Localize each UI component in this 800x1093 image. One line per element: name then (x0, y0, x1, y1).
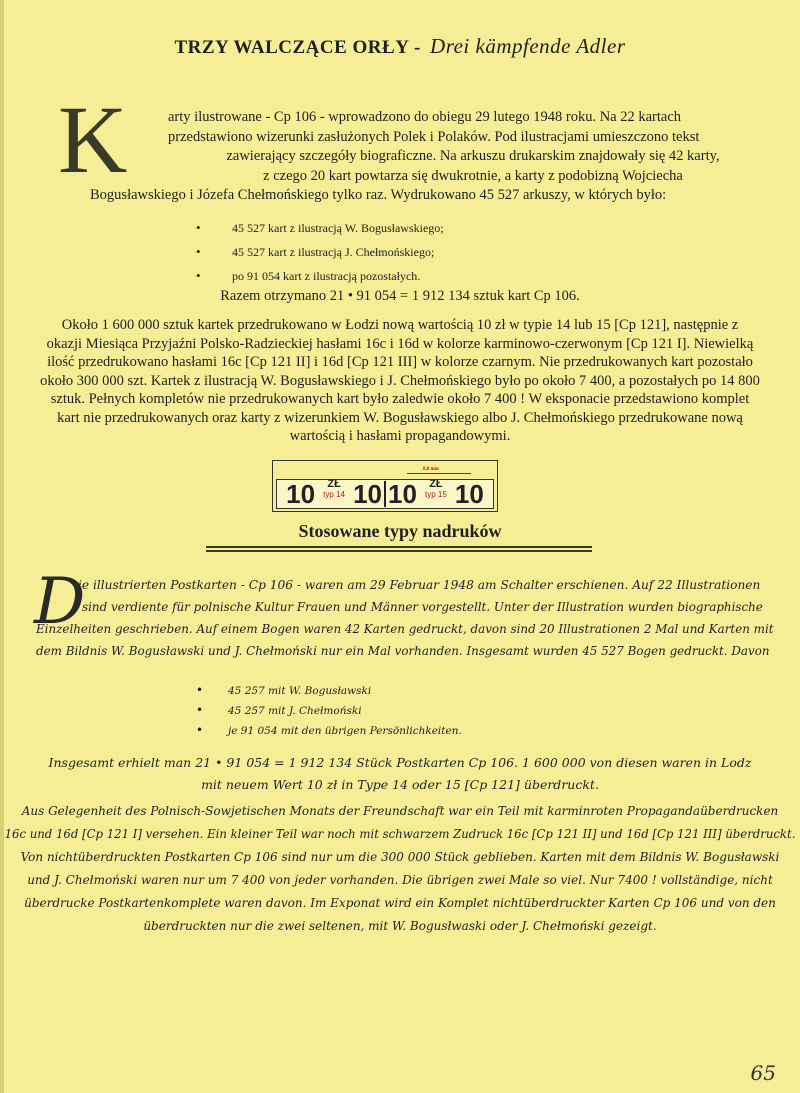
german-para-line: überdruckten nur die zwei seltenen, mit W. Bogusłwaski oder J. Chełmoński gezeigt. (143, 919, 657, 933)
page-title (0, 34, 800, 59)
polish-para-line: ilość przedrukowano hasłami 16c [Cp 121 II] i 16d [Cp 121 III] w kolorze czarnym. Nie przedrukowanych kart pozostało (47, 354, 753, 370)
zl-label: ZŁ (327, 478, 341, 490)
polish-paragraph (0, 316, 800, 446)
german-para-line: überdrucke Postkartenkomplete waren davon. Im Exponat wird ein Komplet nichtüberdruckter Karten Cp 106 und von den (24, 896, 776, 910)
german-sum (0, 752, 800, 796)
measure-label: 8,8 mm (423, 467, 439, 472)
german-para-line: und J. Chełmoński waren nur um 7 400 von jeder vorhanden. Die übrigen zwei Male so viel. Nur 7400 ! vollständige, nicht (27, 873, 773, 887)
polish-para-line: Około 1 600 000 sztuk kartek przedrukowano w Łodzi nową wartością 10 zł w typie 14 lub 15 [Cp 121], następnie z (61, 317, 739, 333)
list-item: • 45 527 kart z ilustracją J. Chełmońskiego; (196, 240, 444, 264)
value-right: 10 (454, 478, 484, 509)
measure-line (407, 473, 471, 474)
bullet-icon: • (196, 244, 201, 259)
german-paragraph (0, 800, 800, 938)
overprint-types (276, 479, 494, 509)
list-item: • 45 527 kart z ilustracją W. Bogusławskiego; (196, 216, 444, 240)
german-intro (36, 574, 776, 662)
typ-label: typ 14 (323, 490, 345, 499)
polish-intro-line: arty ilustrowane - Cp 106 - wprowadzono do obiegu 29 lutego 1948 roku. Na 22 kartach (168, 109, 682, 125)
value-mid-right: 10 (388, 478, 417, 509)
bullet-icon: • (196, 683, 204, 697)
list-item: • 45 257 mit J. Chełmoński (196, 700, 462, 720)
zl-label: ZŁ (429, 478, 443, 490)
list-item: • je 91 054 mit den übrigen Persönlichkeiten. (196, 720, 462, 740)
german-para-line: Aus Gelegenheit des Polnisch-Sowjetischen Monats der Freundschaft war ein Teil mit karminroten Propagandaüberdrucken (21, 804, 779, 818)
polish-intro-line: zawierający szczegóły biograficzne. Na arkuszu drukarskim znajdowały się 42 karty, (226, 148, 720, 164)
bullet-icon: • (196, 703, 204, 717)
title-polish: TRZY WALCZĄCE ORŁY - (174, 37, 421, 58)
polish-intro (58, 108, 758, 206)
page-number: 65 (750, 1061, 776, 1085)
divider-rule (206, 546, 592, 548)
overprint-sample (272, 460, 498, 512)
german-drop-cap: D (34, 565, 86, 639)
polish-para-line: około 300 000 szt. Kartek z ilustracją W. Bogusławskiego i J. Chełmońskiego było po około 7 400, a pozostałych po 14 800 (40, 372, 760, 389)
polish-para-line: kart nie przedrukowanych oraz karty z wizerunkiem W. Bogusławskiego albo J. Chełmońskiego przedrukowane nową (57, 409, 743, 426)
german-para-line: Von nichtüberdruckten Postkarten Cp 106 sind nur um die 300 000 Stück geblieben. Karten mit dem Bildnis W. Bogusławski (20, 850, 780, 864)
divider (384, 481, 386, 507)
title-german: Drei kämpfende Adler (430, 34, 626, 58)
type-14-unit (315, 478, 353, 499)
types-heading: Stosowane typy nadruków (298, 521, 502, 541)
german-line: sind verdiente für polnische Kultur Frauen und Männer vorgestellt. Unter der Illustration wurden biographische (82, 600, 763, 614)
typ-label: typ 15 (425, 490, 447, 499)
polish-para-line: sztuk. Pełnych kompletów nie przedrukowanych kart było zaledwie około 7 400 ! W eksponacie przedstawiono komplet (50, 391, 750, 407)
german-sum-line: mit neuem Wert 10 zł in Type 14 oder 15 [Cp 121] überdruckt. (201, 777, 599, 792)
polish-sum-line: Razem otrzymano 21 • 91 054 = 1 912 134 sztuk kart Cp 106. (220, 288, 580, 304)
german-bullet-list (196, 680, 462, 740)
bullet-icon: • (196, 220, 201, 235)
polish-intro-line: Bogusławskiego i Józefa Chełmońskiego tylko raz. Wydrukowano 45 527 arkuszy, w których było: (90, 187, 667, 203)
german-line: Einzelheiten geschrieben. Auf einem Bogen waren 42 Karten gedruckt, davon sind 20 Illustrationen 2 Mal und Karten mit (36, 622, 774, 636)
type-15-unit (417, 478, 455, 499)
list-item: • 45 257 mit W. Bogusławski (196, 680, 462, 700)
german-para-line: 16c und 16d [Cp 121 I] versehen. Ein kleiner Teil war noch mit schwarzem Zudruck 16c [Cp 121 II] und 16d [Cp 121 III] überdruckt. (4, 827, 796, 841)
list-item: • po 91 054 kart z ilustracją pozostałych. (196, 264, 444, 288)
polish-para-line: okazji Miesiąca Przyjaźni Polsko-Radzieckiej hasłami 16c i 16d w kolorze karminowo-czerwonym [Cp 121 I]. Niewielką (46, 335, 754, 352)
german-sum-line: Insgesamt erhielt man 21 • 91 054 = 1 912 134 Stück Postkarten Cp 106. 1 600 000 von diesen waren in Lodz (48, 755, 752, 770)
polish-drop-cap: K (58, 86, 128, 193)
bullet-icon: • (196, 723, 204, 737)
bullet-icon: • (196, 268, 201, 283)
polish-intro-line: przedstawiono wizerunki zasłużonych Polek i Polaków. Pod ilustracjami umieszczono tekst (168, 128, 700, 145)
german-line: dem Bildnis W. Bogusławski und J. Chełmoński nur ein Mal vorhanden. Insgesamt wurden 45 527 Bogen gedruckt. Davon (36, 644, 770, 658)
value-mid-left: 10 (353, 478, 382, 509)
german-line: ie illustrierten Postkarten - Cp 106 - waren am 29 Februar 1948 am Schalter erschienen. Auf 22 Illustrationen (78, 578, 761, 592)
value-left: 10 (286, 478, 316, 509)
polish-bullet-list (196, 216, 444, 288)
divider-rule (206, 550, 592, 552)
polish-intro-line: z czego 20 kart powtarza się dwukrotnie, a karty z podobizną Wojciecha (263, 167, 683, 184)
polish-para-line: wartością i hasłami propagandowymi. (289, 428, 511, 444)
